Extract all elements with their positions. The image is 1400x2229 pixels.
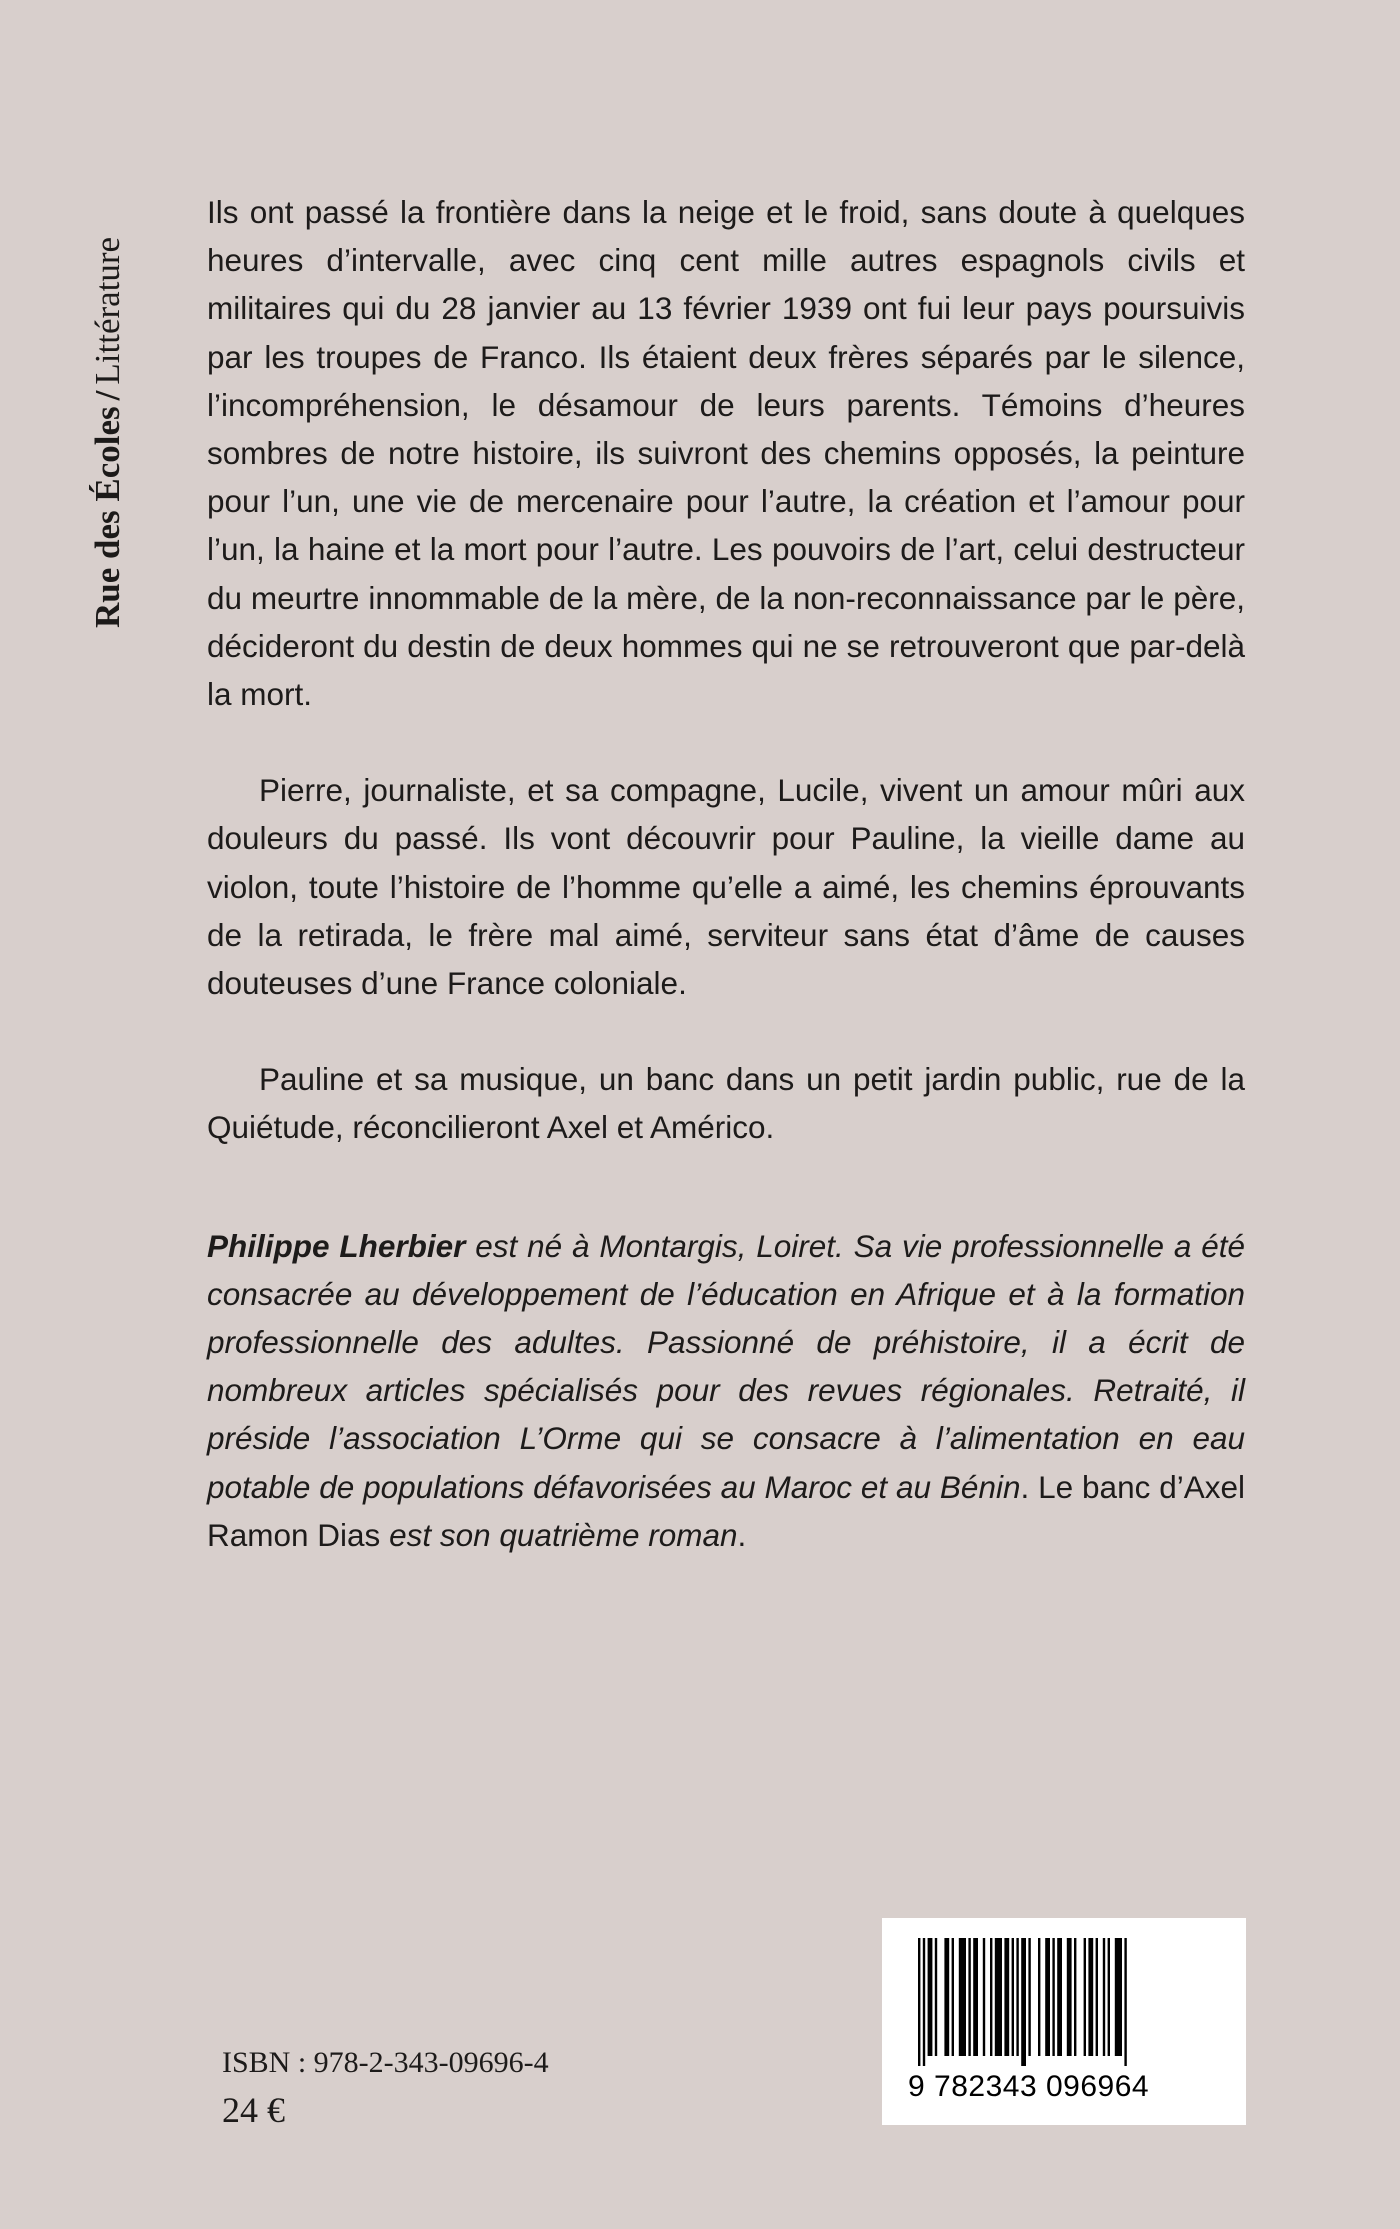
price-label: 24 € bbox=[222, 2090, 285, 2130]
barcode-bar bbox=[935, 1938, 937, 2056]
barcode-bar bbox=[1103, 1938, 1105, 2056]
barcode-bar bbox=[1052, 1938, 1054, 2056]
barcode-number: 9 782343 096964 bbox=[908, 2070, 1150, 2103]
barcode-bar bbox=[918, 1938, 920, 2066]
bio-text-4: . bbox=[737, 1516, 747, 1553]
barcode-bar bbox=[995, 1938, 1002, 2056]
summary-paragraph-3: Pauline et sa musique, un banc dans un petit jardin public, rue de la Quiétude, réconcilieront Axel et Américo. bbox=[207, 1061, 1245, 1146]
barcode-bar bbox=[1038, 1938, 1040, 2056]
barcode-bar bbox=[1096, 1938, 1098, 2056]
barcode-bar bbox=[1108, 1938, 1110, 2056]
barcode-bar bbox=[1074, 1938, 1076, 2056]
genre-name: Littérature bbox=[88, 236, 127, 385]
series-separator: / bbox=[88, 390, 127, 401]
barcode-bar bbox=[1115, 1938, 1122, 2056]
barcode-bar bbox=[1004, 1938, 1009, 2056]
barcode-bar bbox=[990, 1938, 992, 2056]
bio-text-1: est né à Montargis, Loiret. Sa vie professionnelle a été consacrée au développement de l’éducation en Afrique et à la formation professionnelle des adultes. Passionné de préhistoire, il a écrit de nombreux articles spécialisés pour des revues régionales. Retraité, il préside l’association L’Orme qui se consacre à l’alimentation en eau potable de populations défavorisées au Maroc et au Bénin bbox=[207, 1227, 1245, 1505]
barcode-bar bbox=[1012, 1938, 1014, 2056]
barcode-bar bbox=[1057, 1938, 1062, 2056]
barcode-bar bbox=[959, 1938, 966, 2056]
summary-paragraph-2: Pierre, journaliste, et sa compagne, Lucile, vivent un amour mûri aux douleurs du passé. Ils vont découvrir pour Pauline, la vieille dame au violon, toute l’histoire de l’homme qu’elle a aimé, les chemins éprouvants de la retirada, le frère mal aimé, serviteur sans état d’âme de causes douteuses d’une France coloniale. bbox=[207, 772, 1245, 1002]
barcode-bar bbox=[1021, 1938, 1026, 2066]
barcode-bar bbox=[1028, 1938, 1030, 2056]
author-name: Philippe Lherbier bbox=[207, 1227, 466, 1264]
spine-text bbox=[86, 108, 130, 628]
barcode-bar bbox=[1124, 1938, 1126, 2066]
barcode bbox=[882, 1918, 1246, 2125]
barcode-bar bbox=[923, 1938, 925, 2066]
barcode-bar bbox=[1045, 1938, 1050, 2056]
barcode-bar bbox=[1088, 1938, 1093, 2056]
spine-label bbox=[86, 108, 146, 628]
bio-text-2: . Le banc d’Axel Ramon Dias bbox=[207, 1468, 1245, 1553]
barcode-bar bbox=[952, 1938, 954, 2056]
bio-text-3: est son quatrième roman bbox=[389, 1516, 738, 1553]
cover-text bbox=[207, 188, 1245, 1591]
barcode-bar bbox=[1084, 1938, 1086, 2056]
series-name: Rue des Écoles bbox=[88, 406, 127, 628]
barcode-bar bbox=[928, 1938, 933, 2056]
barcode-bars-icon bbox=[916, 1938, 1216, 2066]
barcode-bar bbox=[983, 1938, 985, 2056]
barcode-bar bbox=[968, 1938, 970, 2056]
summary-paragraph-1: Ils ont passé la frontière dans la neige et le froid, sans doute à quelques heures d’intervalle, avec cinq cent mille autres espagnols civils et militaires qui du 28 janvier au 13 février 1939 ont fui leur pays poursuivis par les troupes de Franco. Ils étaient deux frères séparés par le silence, l’incompréhension, le désamour de leurs parents. Témoins d’heures sombres de notre histoire, ils suivront des chemins opposés, la peinture pour l’un, une vie de mercenaire pour l’autre, la création et l’amour pour l’un, la haine et la mort pour l’autre. Les pouvoirs de l’art, celui destructeur du meurtre innommable de la mère, de la non-reconnaissance par le père, décideront du destin de deux hommes qui ne se retrouveront que par-delà la mort. bbox=[207, 194, 1245, 713]
barcode-bar bbox=[973, 1938, 978, 2056]
barcode-bar bbox=[944, 1938, 949, 2056]
barcode-bar bbox=[1016, 1938, 1018, 2056]
barcode-bar bbox=[1067, 1938, 1072, 2056]
author-bio bbox=[207, 1222, 1245, 1559]
isbn-label: ISBN : 978-2-343-09696-4 bbox=[222, 2046, 549, 2079]
